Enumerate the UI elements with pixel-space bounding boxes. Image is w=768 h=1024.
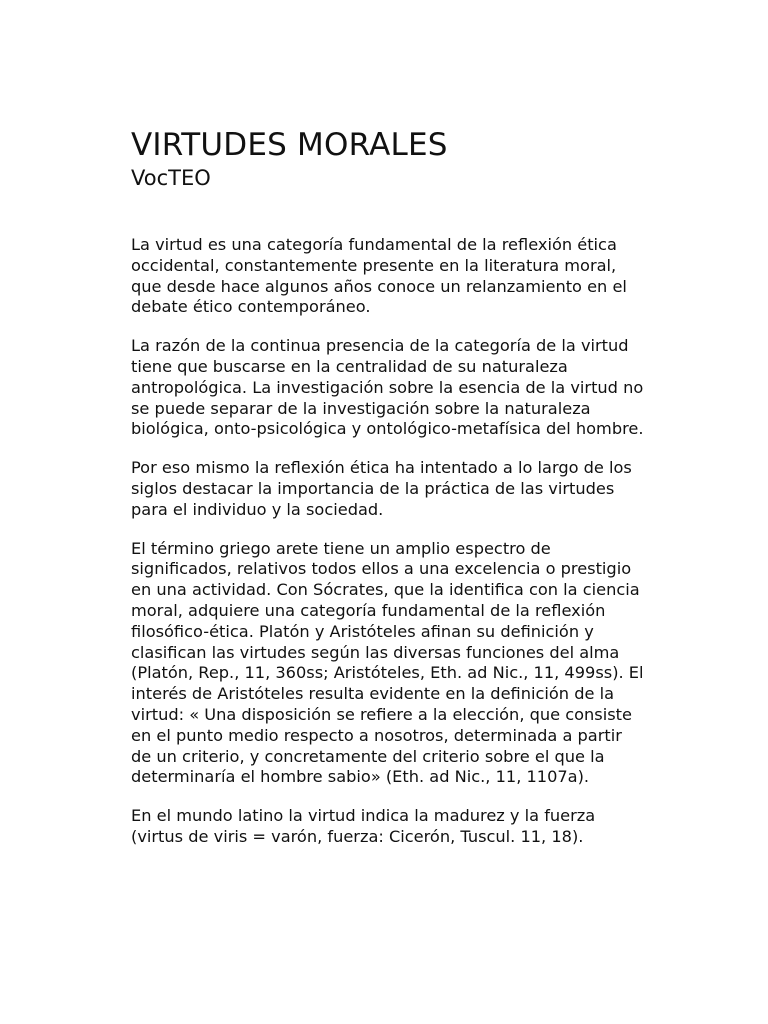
paragraph-1: La virtud es una categoría fundamental de la reflexión ética occidental, constantemente presente en la literatura moral, que desde hace algunos años conoce un relanzamiento en el debate ético contemporáneo. xyxy=(131,235,627,317)
document-title: VIRTUDES MORALES xyxy=(131,127,448,163)
paragraph-4: El término griego arete tiene un amplio espectro de significados, relativos todos ellos a una excelencia o prestigio en una actividad. Con Sócrates, que la identifica con la ciencia moral, adquiere una categoría fundamental de la reflexión filosófico-ética. Platón y Aristóteles afinan su definición y clasifican las virtudes según las diversas funciones del alma (Platón, Rep., 11, 360ss; Aristóteles, Eth. ad Nic., 11, 499ss). El interés de Aristóteles resulta evidente en la definición de la virtud: « Una disposición se refiere a la elección, que consiste en el punto medio respecto a nosotros, determinada a partir de un criterio, y concretamente del criterio sobre el que la determinaría el hombre sabio» (Eth. ad Nic., 11, 1107a). xyxy=(131,538,644,787)
document-body xyxy=(131,235,646,848)
paragraph-2: La razón de la continua presencia de la categoría de la virtud tiene que buscarse en la centralidad de su naturaleza antropológica. La investigación sobre la esencia de la virtud no se puede separar de la investigación sobre la naturaleza biológica, onto-psicológica y ontológico-metafísica del hombre. xyxy=(131,336,644,439)
document-subtitle: VocTEO xyxy=(131,166,211,190)
document-page xyxy=(131,126,646,866)
paragraph-3: Por eso mismo la reflexión ética ha intentado a lo largo de los siglos destacar la importancia de la práctica de las virtudes para el individuo y la sociedad. xyxy=(131,458,632,519)
paragraph-5: En el mundo latino la virtud indica la madurez y la fuerza (virtus de viris = varón, fuerza: Cicerón, Tuscul. 11, 18). xyxy=(131,806,596,846)
